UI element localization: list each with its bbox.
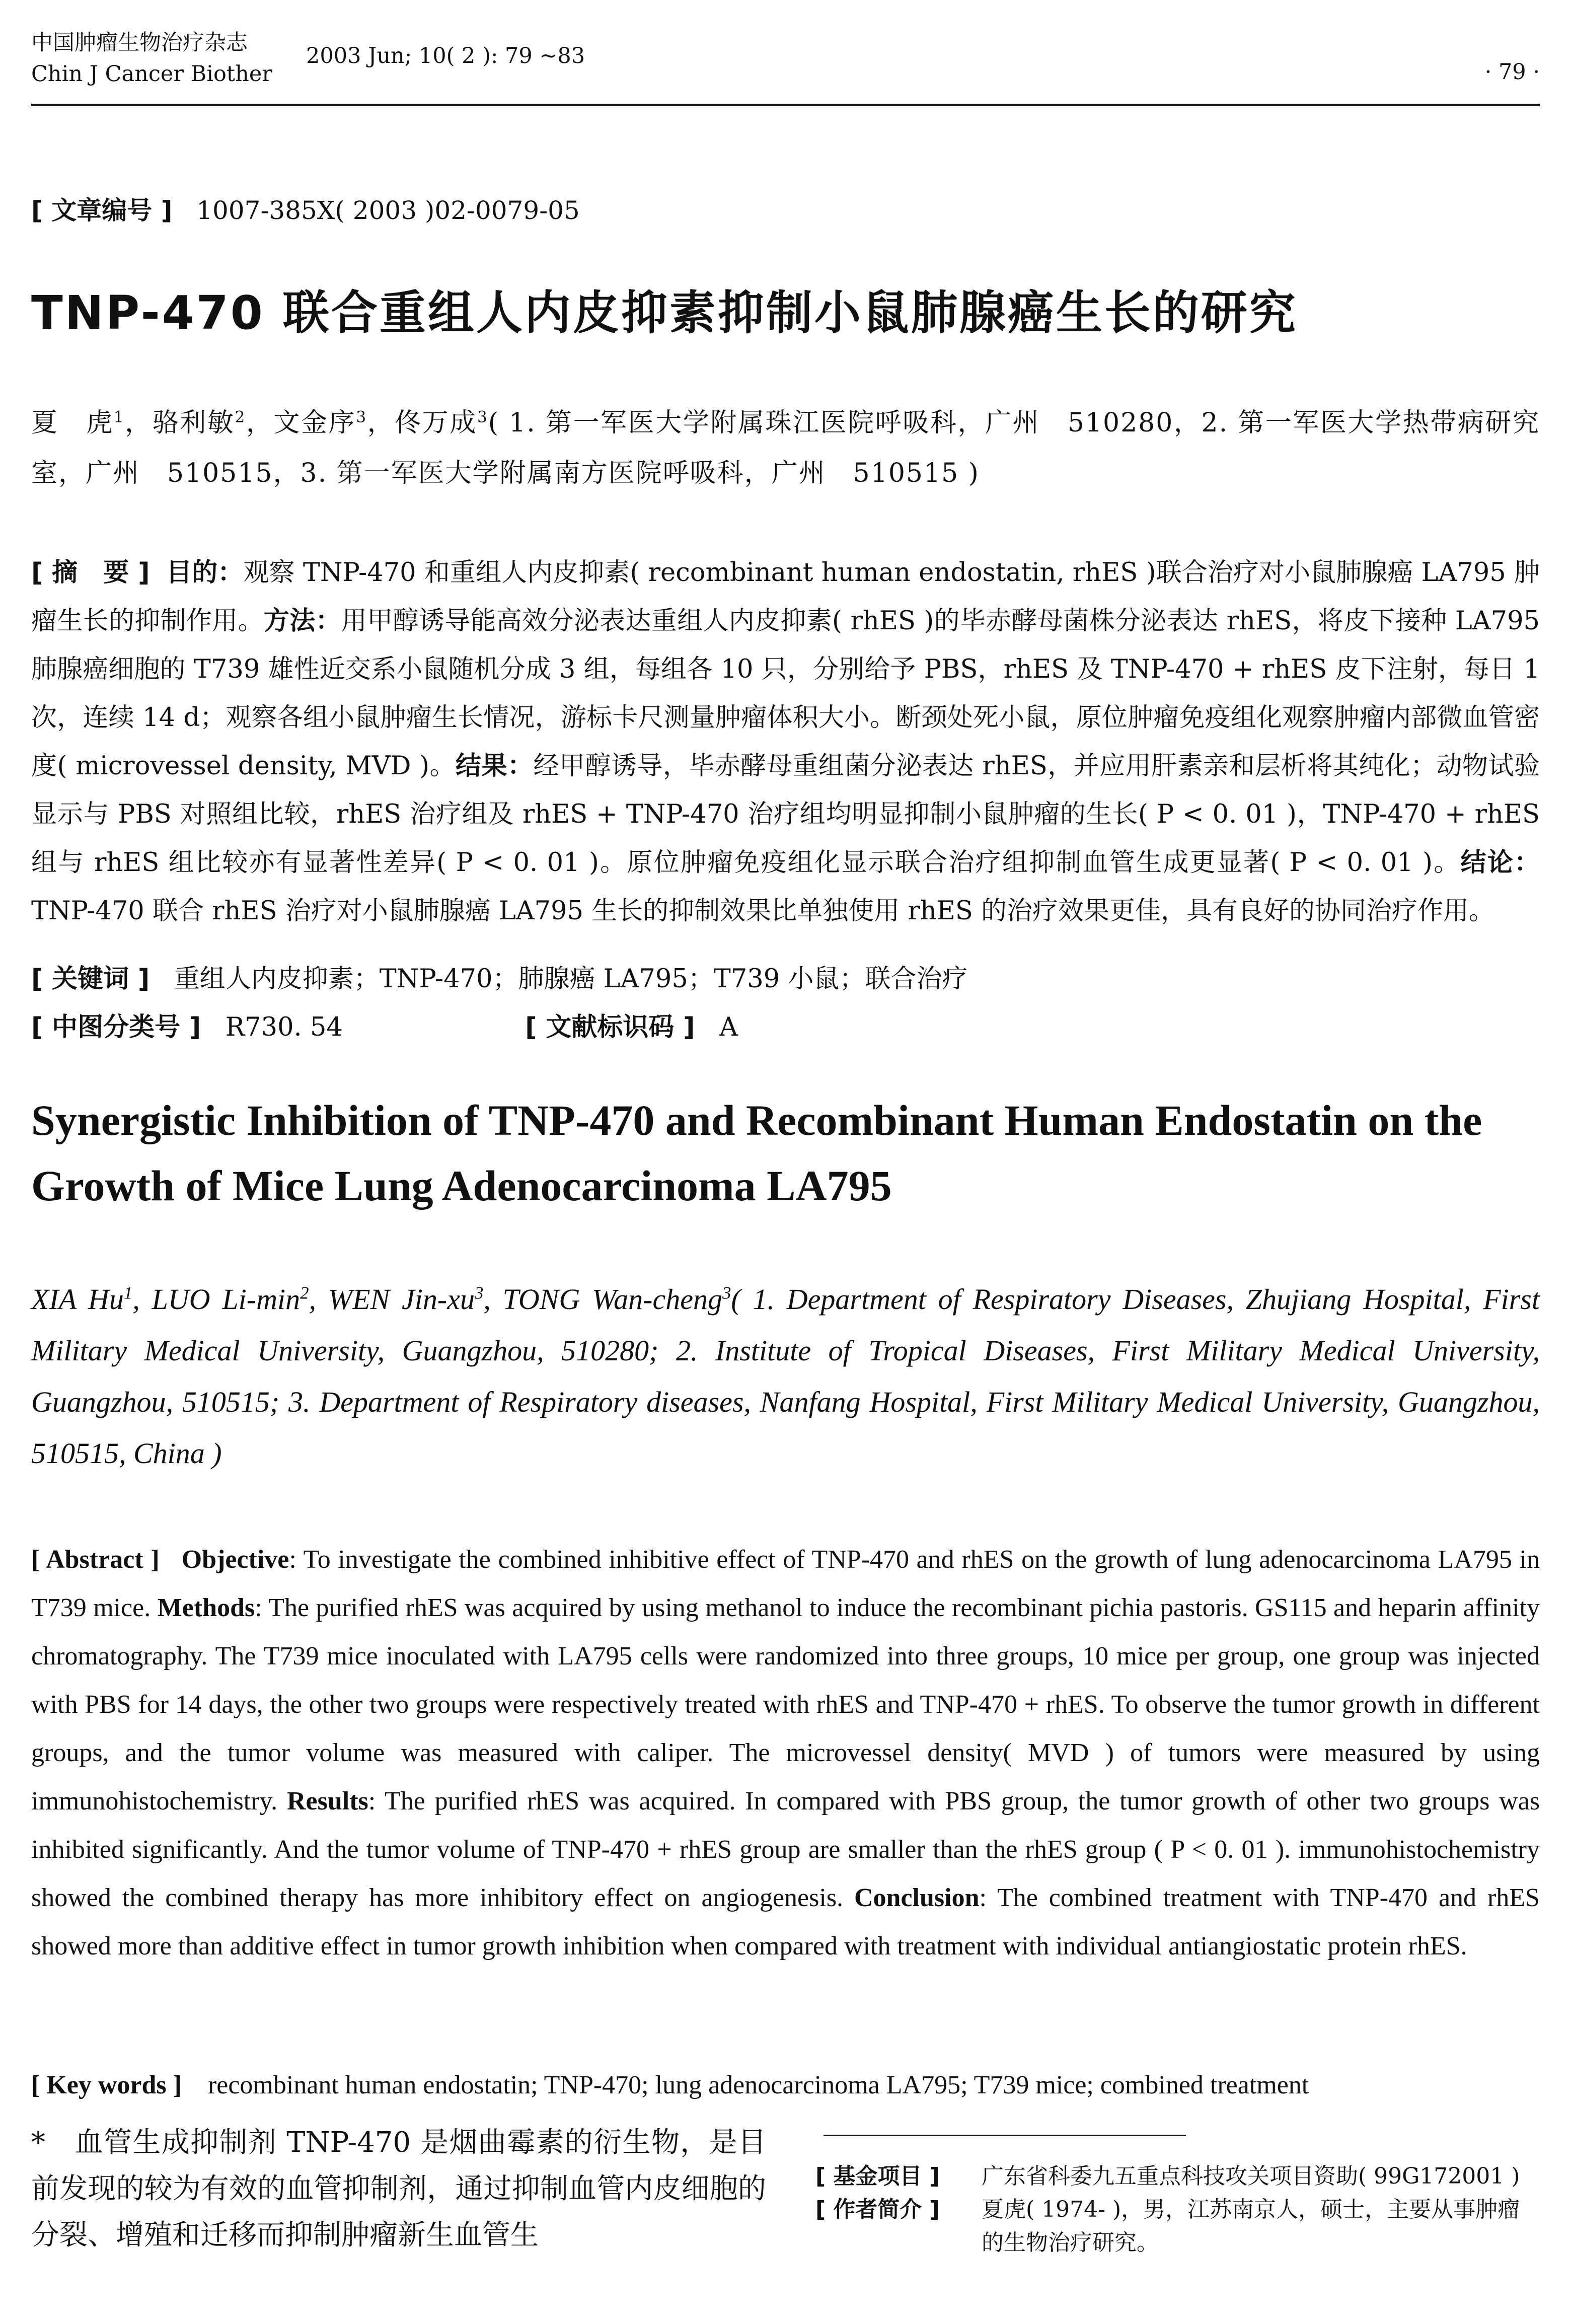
methods-en-label: Methods <box>157 1593 255 1622</box>
journal-name-cn: 中国肿瘤生物治疗杂志 <box>31 30 248 55</box>
classification-cn <box>31 1006 738 1043</box>
author-en-4: , TONG Wan-cheng <box>483 1283 722 1316</box>
authors-en <box>31 1274 1540 1479</box>
author-bio-text: 夏虎( 1974- )，男，江苏南京人，硕士，主要从事肿瘤的生物治疗研究。 <box>982 2197 1520 2256</box>
journal-issue: 2003 Jun; 10( 2 ): 79 ~83 <box>306 43 585 68</box>
author-cn-2-sup: 2 <box>235 408 246 426</box>
body-text-cn: * 血管生成抑制剂 TNP-470 是烟曲霉素的衍生物，是目前发现的较为有效的血管抑制剂，通过抑制血管内皮细胞的分裂、增殖和迁移而抑制肿瘤新生血管生 <box>31 2126 766 2252</box>
doc-code-label: [ 文献标识码 ] <box>525 1012 695 1042</box>
page-number: · 79 · <box>1484 59 1540 85</box>
title-cn: TNP-470 联合重组人内皮抑素抑制小鼠肺腺癌生长的研究 <box>31 286 1298 340</box>
author-en-1-sup: 1 <box>123 1283 133 1303</box>
author-cn-2: ，骆利敏 <box>124 408 235 438</box>
author-en-1: XIA Hu <box>31 1283 124 1316</box>
footnote-rule <box>824 2135 1186 2136</box>
header-rule <box>31 104 1540 106</box>
author-cn-4-sup: 3 <box>477 408 488 426</box>
author-cn-4: ，佟万成 <box>367 408 477 438</box>
classification-value: R730. 54 <box>225 1012 343 1042</box>
methods-en: : The purified rhES was acquired by using methanol to induce the recombinant pichia pastoris. GS115 and heparin affinity chromatography. The T739 mice inoculated with LA795 cells were randomized into three groups, 10 mice per group, one group was injected with PBS for 14 days, the other two groups were respectively treated with rhES and TNP-470 + rhES. To observe the tumor growth in different groups, and the tumor volume was measured with caliper. The microvessel density( MVD ) of tumors were measured by using immunohistochemistry. <box>31 1593 1540 1815</box>
keywords-cn-value: 重组人内皮抑素；TNP-470；肺腺癌 LA795；T739 小鼠；联合治疗 <box>174 964 968 994</box>
footnote-funding <box>815 2160 1540 2193</box>
funding-label: [ 基金项目 ] <box>815 2163 940 2189</box>
author-cn-1-sup: 1 <box>113 408 125 426</box>
journal-name-en: Chin J Cancer Biother <box>31 61 272 87</box>
article-number-label: [ 文章编号 ] <box>31 196 173 225</box>
methods-cn: 用甲醇诱导能高效分泌表达重组人内皮抑素( rhES )的毕赤酵母菌株分泌表达 rhES，将皮下接种 LA795 肺腺癌细胞的 T739 雄性近交系小鼠随机分成 3 组，每组各 10 只，分别给予 PBS，rhES 及 TNP-470 + rhES 皮下注射，每日 1 次，连续 14 d；观察各组小鼠肿瘤生长情况，游标卡尺测量肿瘤体积大小。断颈处死小鼠，原位肿瘤免疫组化观察肿瘤内部微血管密度( microvessel density, MVD )。 <box>31 606 1540 781</box>
affiliations-cn: ( 1. 第一军医大学附属珠江医院呼吸科，广州 510280，2. 第一军医大学热带病研究室，广州 510515，3. 第一军医大学附属南方医院呼吸科，广州 510515 ) <box>31 408 1540 488</box>
author-en-2-sup: 2 <box>300 1283 309 1303</box>
footnote-author <box>815 2193 1540 2260</box>
objective-en-label: Objective <box>181 1545 289 1574</box>
abstract-cn <box>31 549 1540 935</box>
author-cn-3-sup: 3 <box>356 408 367 426</box>
affiliations-en: ( 1. Department of Respiratory Diseases, Zhujiang Hospital, First Military Medical University, Guangzhou, 510280; 2. Institute of Tropical Diseases, First Military Medical University, Guangzhou, 510515; 3. Department of Respiratory diseases, Nanfang Hospital, First Military Medical University, Guangzhou, 510515, China ) <box>31 1283 1540 1470</box>
classification-label: [ 中图分类号 ] <box>31 1012 201 1042</box>
article-number <box>31 190 580 227</box>
results-en: : The purified rhES was acquired. In compared with PBS group, the tumor growth of other two groups was inhibited significantly. And the tumor volume of TNP-470 + rhES group are smaller than the rhES group ( P < 0. 01 ). immunohistochemistry showed the combined therapy has more inhibitory effect on angiogenesis. <box>31 1787 1540 1912</box>
conclusion-cn-label: 结论： <box>1460 848 1540 878</box>
methods-cn-label: 方法： <box>263 606 341 636</box>
abstract-cn-label: [ 摘 要 ] <box>31 558 150 588</box>
author-cn-1: 夏 虎 <box>31 408 114 438</box>
keywords-cn-label: [ 关键词 ] <box>31 964 150 994</box>
conclusion-cn: TNP-470 联合 rhES 治疗对小鼠肺腺癌 LA795 生长的抑制效果比单独使用 rhES 的治疗效果更佳，具有良好的协同治疗作用。 <box>31 896 1495 926</box>
article-number-value: 1007-385X( 2003 )02-0079-05 <box>196 196 580 225</box>
keywords-en-label: [ Key words ] <box>31 2071 182 2099</box>
objective-en: : To investigate the combined inhibitive effect of TNP-470 and rhES on the growth of lung adenocarcinoma LA795 in T739 mice. <box>31 1545 1540 1622</box>
results-cn-label: 结果： <box>456 751 534 781</box>
objective-cn: 观察 TNP-470 和重组人内皮抑素( recombinant human endostatin, rhES )联合治疗对小鼠肺腺癌 LA795 肿瘤生长的抑制作用。 <box>31 558 1540 636</box>
conclusion-en: : The combined treatment with TNP-470 and rhES showed more than additive effect in tumor growth inhibition when compared with treatment with individual antiangiostatic protein rhES. <box>31 1883 1540 1960</box>
abstract-en-label: [ Abstract ] <box>31 1545 160 1574</box>
results-en-label: Results <box>286 1787 368 1815</box>
journal-name <box>31 27 272 90</box>
results-cn: 经甲醇诱导，毕赤酵母重组菌分泌表达 rhES，并应用肝素亲和层析将其纯化；动物试验显示与 PBS 对照组比较，rhES 治疗组及 rhES + TNP-470 治疗组均明显抑制小鼠肿瘤的生长( P < 0. 01 )，TNP-470 + rhES 组与 rhES 组比较亦有显著性差异( P < 0. 01 )。原位肿瘤免疫组化显示联合治疗组抑制血管生成更显著( P < 0. 01 )。 <box>31 751 1540 878</box>
author-en-3: , WEN Jin-xu <box>309 1283 475 1316</box>
author-en-4-sup: 3 <box>722 1283 731 1303</box>
footnotes <box>815 2160 1540 2260</box>
author-en-3-sup: 3 <box>474 1283 484 1303</box>
abstract-en <box>31 1536 1540 1971</box>
objective-cn-label: 目的： <box>166 558 244 588</box>
keywords-en <box>31 2070 1309 2100</box>
funding-text: 广东省科委九五重点科技攻关项目资助( 99G172001 ) <box>982 2163 1520 2189</box>
author-en-2: , LUO Li-min <box>132 1283 301 1316</box>
author-bio-label: [ 作者简介 ] <box>815 2197 940 2222</box>
authors-cn <box>31 398 1540 498</box>
keywords-en-value: recombinant human endostatin; TNP-470; lung adenocarcinoma LA795; T739 mice; combined treatment <box>207 2071 1309 2099</box>
keywords-cn <box>31 958 967 995</box>
conclusion-en-label: Conclusion <box>854 1883 980 1912</box>
doc-code-value: A <box>719 1012 738 1042</box>
author-cn-3: ，文金序 <box>246 408 356 438</box>
title-en: Synergistic Inhibition of TNP-470 and Recombinant Human Endostatin on the Growth of Mice Lung Adenocarcinoma LA795 <box>31 1096 1482 1210</box>
